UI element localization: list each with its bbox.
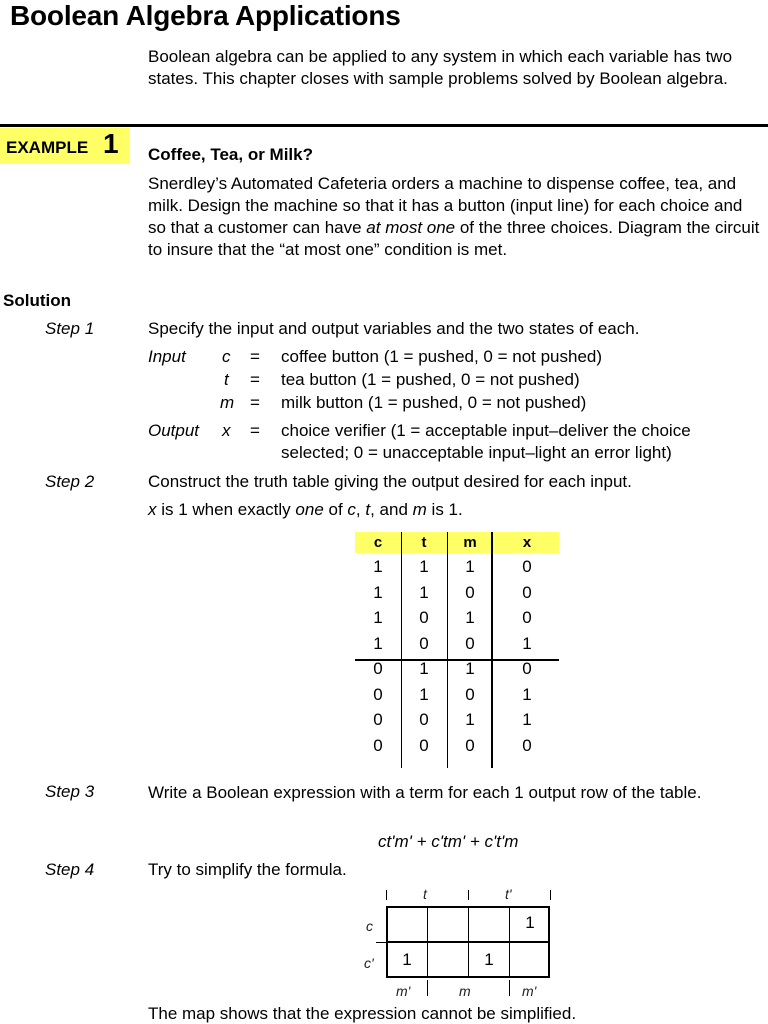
- step-2-label: Step 2: [45, 472, 95, 491]
- kmap-cell: 1: [402, 950, 412, 969]
- example-badge: [0, 128, 130, 164]
- eq-t: =: [250, 370, 260, 389]
- truth-table-cell-c: 0: [373, 710, 383, 729]
- truth-table-cell-c: 1: [373, 633, 383, 653]
- table-divider: [401, 532, 402, 768]
- truth-table-header-m: m: [463, 534, 477, 551]
- truth-table-cell-x: 0: [522, 582, 532, 602]
- truth-table-cell-c: 0: [373, 684, 383, 704]
- truth-table-cell-m: 1: [465, 608, 475, 627]
- truth-table-cell-x: 1: [522, 684, 532, 704]
- example-title: Coffee, Tea, or Milk?: [148, 145, 313, 164]
- truth-table-cell-c: 0: [373, 735, 383, 755]
- var-x-inline: x: [148, 500, 157, 519]
- truth-table-cell-t: 0: [419, 608, 429, 627]
- desc-c: coffee button (1 = pushed, 0 = not pushed): [281, 347, 603, 366]
- truth-table-cell-t: 1: [419, 659, 429, 678]
- kmap-bottom-label-m-prime: m': [396, 983, 411, 999]
- eq-x: =: [250, 421, 260, 440]
- example-body-text: Snerdley’s Automated Cafeteria orders a machine to dispense coffee, tea, and milk. Design the machine so that it has a button (input line) for each choice and so that a customer can have: [148, 174, 743, 237]
- example-body: [148, 173, 763, 261]
- step-3-label: Step 3: [45, 782, 95, 801]
- truth-table-cell-x: 0: [522, 608, 532, 627]
- text-segment: of: [323, 500, 348, 519]
- desc-m: milk button (1 = pushed, 0 = not pushed): [281, 393, 587, 412]
- solution-heading: Solution: [3, 291, 71, 310]
- desc-t: tea button (1 = pushed, 0 = not pushed): [281, 370, 580, 389]
- truth-table-cell-x: 0: [522, 557, 532, 576]
- table-divider: [491, 532, 493, 768]
- text-segment: ,: [355, 500, 366, 519]
- kmap-top-label-t: t: [423, 886, 427, 902]
- var-m-inline: m: [412, 500, 427, 519]
- truth-table-cell-c: 1: [373, 582, 383, 602]
- var-c-inline: c: [347, 500, 356, 519]
- desc-x-cont: selected; 0 = unacceptable input–light an error light): [281, 443, 672, 462]
- truth-table-cell-m: 0: [465, 684, 475, 704]
- kmap-bracket: [509, 980, 510, 996]
- step-1-label: Step 1: [45, 319, 95, 338]
- kmap-bracket: [427, 980, 428, 996]
- eq-m: =: [250, 393, 260, 412]
- step-1-text: Specify the input and output variables and the two states of each.: [148, 319, 640, 338]
- kmap-cell: 1: [525, 913, 535, 932]
- truth-table-cell-x: 1: [522, 633, 532, 653]
- truth-table-cell-x: 0: [522, 659, 532, 678]
- step-2-line2: [148, 500, 463, 520]
- output-label: Output: [148, 421, 200, 440]
- truth-table-cell-c: 0: [373, 659, 383, 678]
- truth-table-cell-m: 1: [465, 710, 475, 729]
- truth-table-cell-t: 0: [419, 710, 429, 729]
- var-c: c: [222, 347, 231, 366]
- step-3-text: Write a Boolean expression with a term for each 1 output row of the table.: [148, 783, 702, 802]
- kmap-top-label-t-prime: t': [505, 886, 512, 902]
- truth-table-cell-m: 1: [465, 659, 475, 678]
- var-m: m: [220, 393, 235, 412]
- truth-table-cell-c: 1: [373, 557, 383, 576]
- section-divider: [0, 124, 768, 127]
- truth-table-cell-m: 1: [465, 557, 475, 576]
- intro-paragraph: Boolean algebra can be applied to any system in which each variable has two states. This chapter closes with sample problems solved by Boolean algebra.: [148, 47, 733, 88]
- kmap-row-label-c-prime: c': [364, 955, 374, 971]
- kmap-bracket: [468, 890, 469, 900]
- truth-table-cell-t: 1: [419, 557, 429, 576]
- truth-table-cell-x: 1: [522, 710, 532, 729]
- example-number: 1: [103, 128, 119, 159]
- text-segment: , and: [370, 500, 413, 519]
- truth-table-header-t: t: [421, 534, 427, 551]
- truth-table-cell-c: 1: [373, 608, 383, 627]
- text-segment: is 1 when exactly: [156, 500, 296, 519]
- var-x: x: [222, 421, 231, 440]
- step-4-conclusion: The map shows that the expression cannot be simplified.: [148, 1004, 577, 1023]
- example-label: EXAMPLE: [6, 138, 89, 157]
- boolean-formula: ct'm' + c'tm' + c't'm: [378, 832, 519, 851]
- kmap-row-label-c: c: [366, 918, 373, 934]
- example-body-text-end: of the three choices. Diagram the circuit to insure that the “at most one” condition is met.: [148, 218, 760, 259]
- step-4-label: Step 4: [45, 860, 95, 879]
- page-title: Boolean Algebra Applications: [10, 0, 401, 31]
- input-label: Input: [148, 347, 186, 366]
- truth-table-cell-t: 0: [419, 633, 429, 653]
- emphasis-one: one: [295, 500, 324, 519]
- kmap-bracket: [550, 890, 551, 900]
- truth-table-cell-t: 1: [419, 684, 429, 704]
- kmap-grid-line: [427, 906, 428, 978]
- table-divider: [447, 532, 448, 768]
- kmap-cell: 1: [484, 950, 494, 969]
- kmap-bracket: [376, 942, 386, 943]
- truth-table-cell-t: 0: [419, 735, 429, 755]
- eq-c: =: [250, 347, 260, 366]
- kmap-bracket: [386, 890, 387, 900]
- text-segment: is 1.: [426, 500, 463, 519]
- kmap-bottom-label-m: m: [459, 983, 471, 999]
- truth-table-header-c: c: [373, 534, 383, 551]
- truth-table-cell-m: 0: [465, 633, 475, 653]
- var-t-inline: t: [365, 500, 371, 519]
- truth-table-cell-t: 1: [419, 582, 429, 602]
- truth-table-header-x: x: [522, 534, 532, 551]
- step-4-text: Try to simplify the formula.: [148, 860, 347, 879]
- desc-x: choice verifier (1 = acceptable input–deliver the choice: [281, 421, 691, 440]
- var-t: t: [224, 370, 229, 389]
- truth-table-cell-x: 0: [522, 735, 532, 755]
- step-2-text: Construct the truth table giving the output desired for each input.: [148, 472, 632, 491]
- truth-table-cell-m: 0: [465, 735, 475, 755]
- truth-table-cell-m: 0: [465, 582, 475, 602]
- kmap-bottom-label-m-prime-2: m': [522, 983, 537, 999]
- example-body-emphasis: at most one: [366, 218, 456, 237]
